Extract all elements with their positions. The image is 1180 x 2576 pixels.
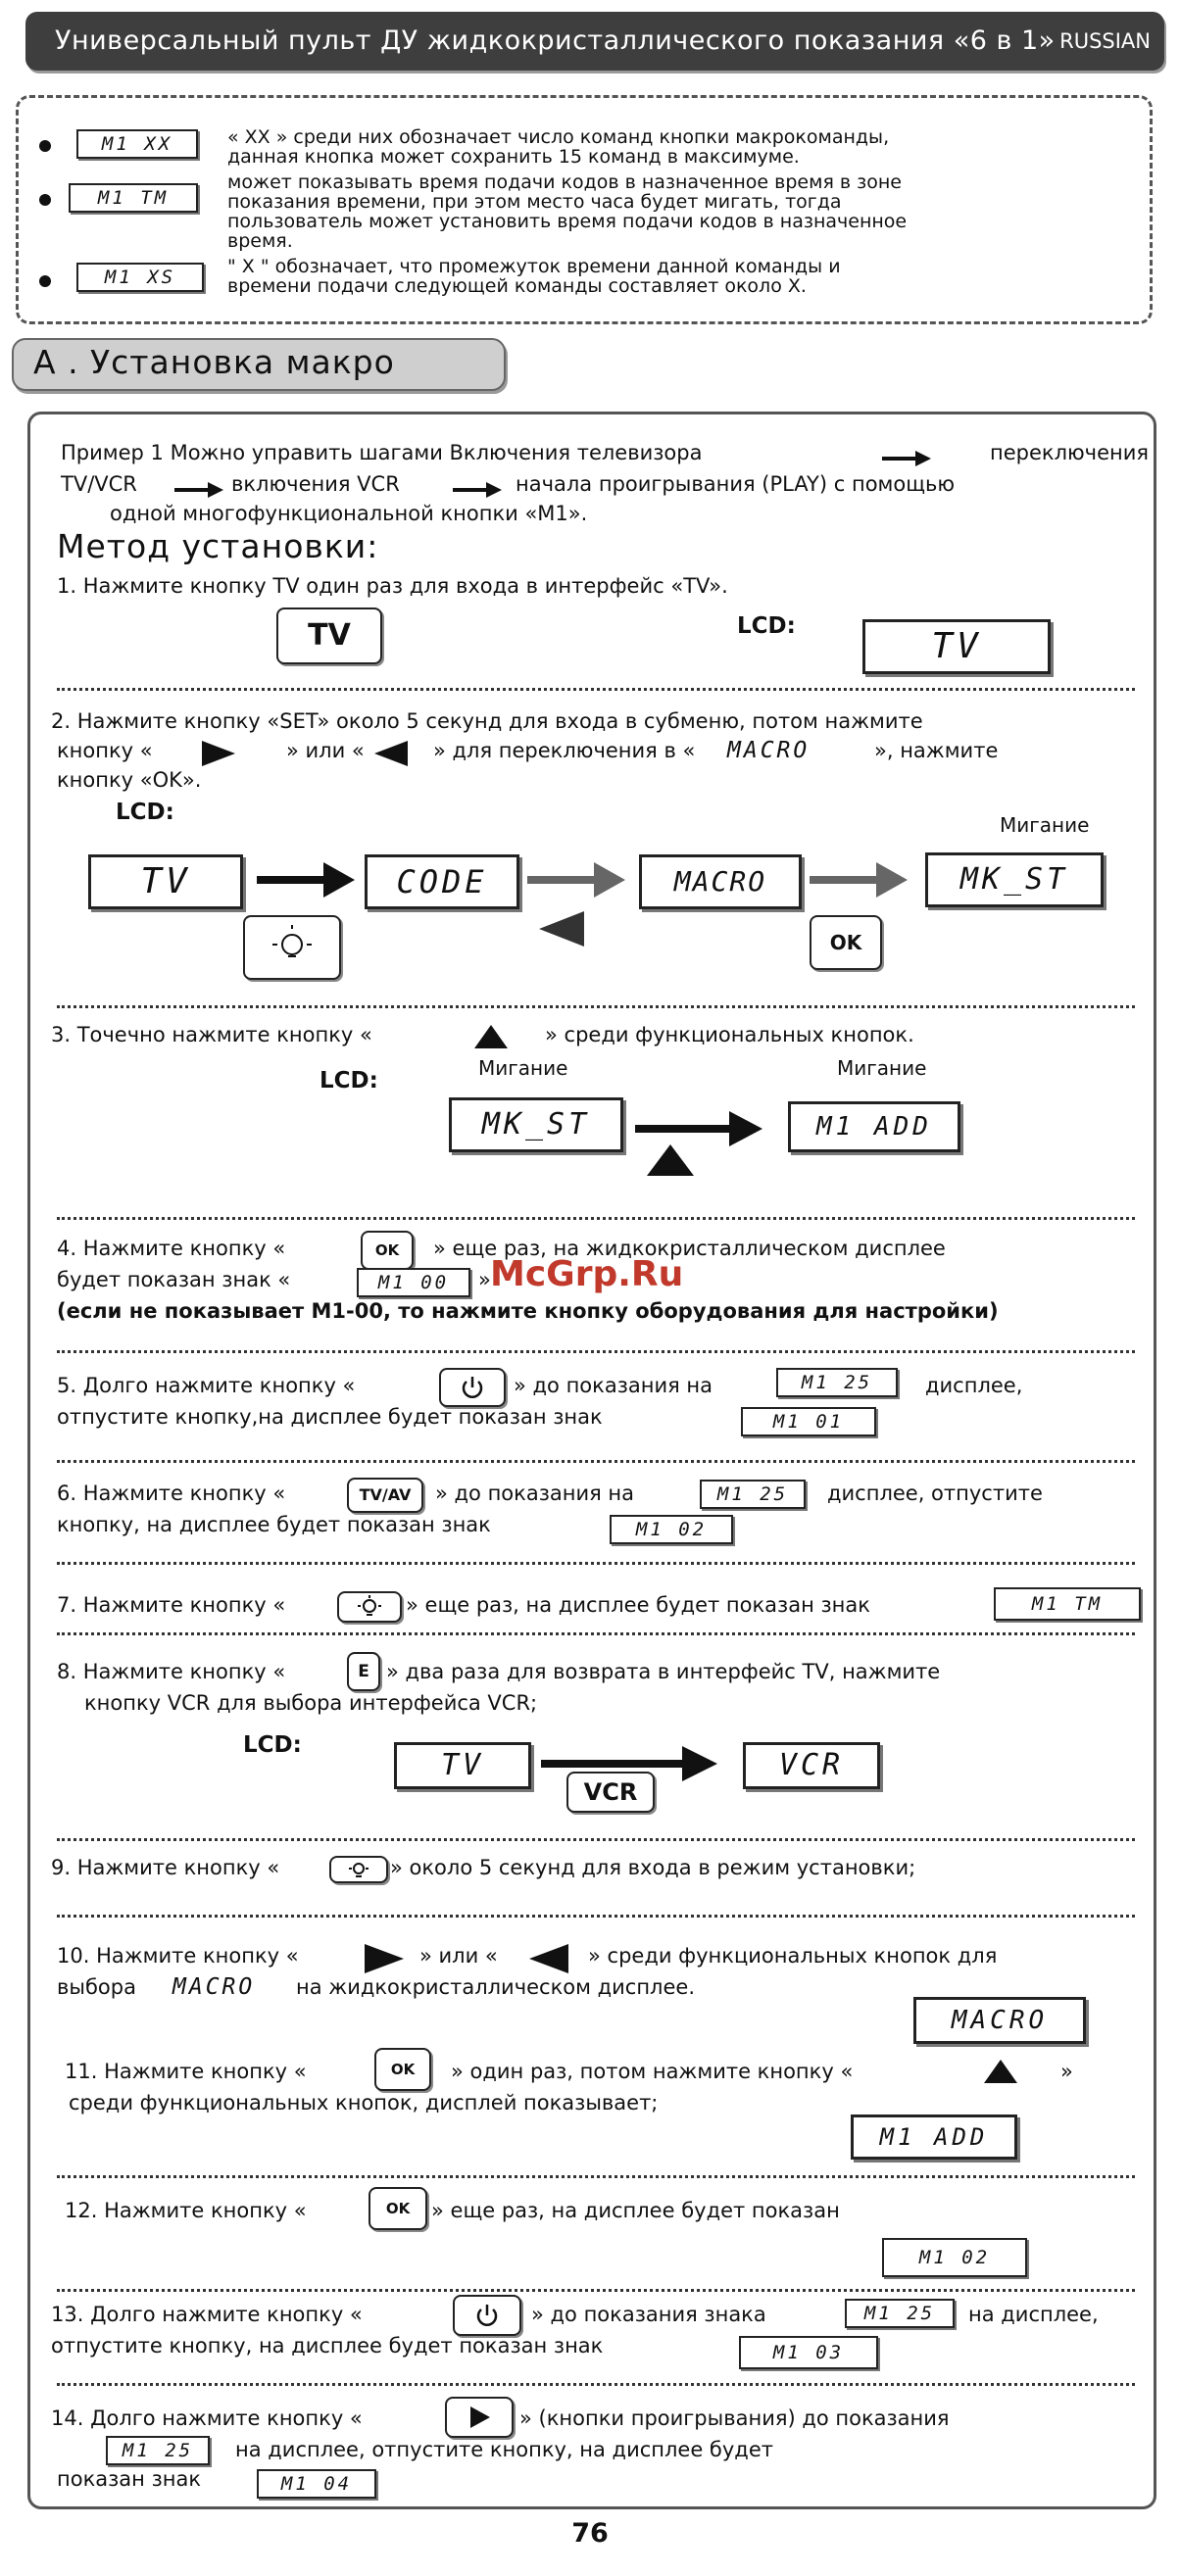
blink-label: Мигание (478, 1056, 568, 1080)
watermark: McGrp.Ru (490, 1254, 684, 1294)
bullet (39, 140, 51, 152)
blink-label: Мигание (837, 1056, 927, 1080)
macro-word: MACRO (727, 738, 811, 763)
bullet (39, 275, 51, 287)
divider (57, 1005, 1135, 1008)
step7-text: 7. Нажмите кнопку « (57, 1593, 286, 1617)
step4-text: будет показан знак « (57, 1268, 291, 1291)
lcd-code: CODE (365, 854, 519, 909)
light-key[interactable] (337, 1591, 402, 1623)
legend-lcd-m1tm: M1 TM (69, 183, 198, 213)
power-icon (455, 2297, 519, 2334)
step11-line2: среди функциональных кнопок, дисплей показывает; (69, 2091, 659, 2114)
method-title: Метод установки: (57, 527, 379, 565)
ok-key[interactable]: OK (361, 1231, 414, 1270)
step2-text: кнопку « (57, 739, 153, 762)
step6-text: дисплее, отпустите (827, 1482, 1043, 1505)
step11-text: 11. Нажмите кнопку « (65, 2060, 307, 2083)
step5-text: дисплее, (925, 1374, 1023, 1397)
page-header (25, 12, 1164, 71)
step9-text: » около 5 секунд для входа в режим установки; (390, 1856, 916, 1879)
lcd-macro: MACRO (913, 1997, 1086, 2044)
step12-text: 12. Нажмите кнопку « (65, 2199, 307, 2222)
lcd-m125: M1 25 (106, 2436, 210, 2465)
divider (57, 1460, 1135, 1463)
lcd-m1add: M1 ADD (851, 2114, 1017, 2160)
lcd-m103: M1 03 (739, 2336, 878, 2369)
lcd-m125: M1 25 (776, 1368, 898, 1397)
step14-line3: показан знак (57, 2467, 202, 2491)
step6-line2: кнопку, на дисплее будет показан знак (57, 1513, 491, 1536)
e-key[interactable]: E (347, 1652, 380, 1691)
divider (57, 688, 1135, 691)
divider (57, 2289, 1135, 2292)
tv-key[interactable]: TV (276, 608, 382, 664)
step4-text: 4. Нажмите кнопку « (57, 1237, 286, 1260)
step12-text: » еще раз, на дисплее будет показан (431, 2199, 840, 2222)
lcd-m125: M1 25 (845, 2299, 955, 2328)
step4-text: » (478, 1268, 491, 1291)
lcd-label: LCD: (320, 1068, 378, 1094)
lcd-tv: TV (88, 854, 243, 909)
ok-key[interactable]: OK (810, 915, 882, 970)
page-number: 76 (571, 2518, 609, 2549)
step2-text: » для переключения в « (433, 739, 696, 762)
tvav-key[interactable]: TV/AV (347, 1478, 423, 1513)
step11-text: » (1060, 2060, 1073, 2083)
legend-text: " X " обозначает, что промежуток времени данной команды и (227, 256, 841, 277)
set-key[interactable] (243, 915, 341, 980)
step14-line2: на дисплее, отпустите кнопку, на дисплее будет (235, 2438, 773, 2461)
step4-text: » еще раз, на жидкокристаллическом дисплее (433, 1237, 946, 1260)
bulb-icon (339, 1593, 400, 1621)
lcd-mkst: MK_ST (925, 852, 1104, 907)
step8-text: » два раза для возврата в интерфейс TV, нажмите (386, 1660, 941, 1683)
step10-text: » или « (419, 1944, 498, 1968)
step9-text: 9. Нажмите кнопку « (51, 1856, 280, 1879)
lcd-macro: MACRO (639, 854, 802, 909)
step5-text: » до показания на (514, 1374, 713, 1397)
step10-text: 10. Нажмите кнопку « (57, 1944, 299, 1968)
step1-text: 1. Нажмите кнопку TV один раз для входа в интерфейс «TV». (57, 574, 728, 598)
bulb-icon (331, 1858, 386, 1881)
intro-line2b: включения VCR (231, 472, 400, 496)
vcr-key[interactable]: VCR (566, 1772, 655, 1813)
intro-line1: Пример 1 Можно управить шагами Включения телевизора (61, 441, 703, 464)
bullet (39, 194, 51, 206)
lcd-m102: M1 02 (882, 2238, 1027, 2277)
step14-text: » (кнопки проигрывания) до показания (519, 2406, 950, 2430)
header-language: RUSSIAN (1059, 29, 1151, 53)
legend-text: может показывать время подачи кодов в назначенное время в зоне (227, 171, 902, 193)
bulb-icon (245, 917, 339, 978)
lcd-m104: M1 04 (257, 2469, 376, 2499)
legend-text: время. (227, 230, 293, 252)
step10-text: выбора (57, 1975, 136, 1999)
intro-line1b: переключения (990, 441, 1150, 464)
lcd-tv: TV (862, 619, 1051, 674)
divider (57, 1838, 1135, 1841)
legend-text: « XX » среди них обозначает число команд кнопки макрокоманды, (227, 126, 890, 148)
step8-line2: кнопку VCR для выбора интерфейса VCR; (84, 1691, 538, 1715)
intro-line2a: TV/VCR (61, 472, 137, 496)
header-title: Универсальный пульт ДУ жидкокристаллического показания «6 в 1» (55, 25, 1056, 56)
blink-label: Мигание (1000, 813, 1090, 837)
intro-line3: одной многофункциональной кнопки «M1». (110, 502, 588, 525)
legend-text: данная кнопка может сохранить 15 команд в максимуме. (227, 146, 800, 168)
lcd-tv: TV (394, 1742, 531, 1789)
divider (57, 2383, 1135, 2386)
lcd-m1add: M1 ADD (788, 1101, 960, 1152)
lcd-label: LCD: (116, 800, 174, 825)
legend-text: времени подачи следующей команды составляет около X. (227, 275, 807, 297)
lcd-m101: M1 01 (741, 1407, 876, 1436)
macro-word: MACRO (172, 1974, 256, 2000)
step4-note: (если не показывает M1-00, то нажмите кнопку оборудования для настройки) (57, 1299, 999, 1323)
step14-text: 14. Долго нажмите кнопку « (51, 2406, 363, 2430)
step6-text: » до показания на (435, 1482, 635, 1505)
step8-text: 8. Нажмите кнопку « (57, 1660, 286, 1683)
step10-text: » среди функциональных кнопок для (588, 1944, 998, 1968)
legend-text: показания времени, при этом место часа будет мигать, тогда (227, 191, 842, 213)
step2-text: » или « (286, 739, 365, 762)
step13-text: » до показания знака (531, 2303, 766, 2326)
lcd-m125: M1 25 (700, 1480, 806, 1509)
lcd-label: LCD: (243, 1732, 302, 1758)
divider (57, 1915, 1135, 1918)
divider (57, 1632, 1135, 1635)
ok-key[interactable]: OK (374, 2048, 431, 2091)
light-key[interactable] (329, 1856, 388, 1883)
step3-text: 3. Точечно нажмите кнопку « (51, 1023, 372, 1046)
divider (57, 2175, 1135, 2178)
step11-text: » один раз, потом нажмите кнопку « (451, 2060, 854, 2083)
lcd-m1tm: M1 TM (994, 1587, 1141, 1621)
step10-text: на жидкокристаллическом дисплее. (296, 1975, 695, 1999)
legend-text: пользователь может установить время подачи кодов в назначенное (227, 211, 908, 232)
step3-text: » среди функциональных кнопок. (545, 1023, 914, 1046)
legend-lcd-m1xs: M1 XS (76, 263, 204, 292)
step2-line3: кнопку «OK». (57, 768, 202, 792)
legend-lcd-m1xx: M1 XX (76, 129, 198, 159)
power-icon (441, 1370, 504, 1405)
section-title-text: A . Установка макро (33, 343, 395, 381)
play-key[interactable] (445, 2397, 514, 2438)
lcd-mkst: MK_ST (449, 1097, 623, 1152)
lcd-label: LCD: (737, 613, 796, 639)
intro-line2c: начала проигрывания (PLAY) с помощью (516, 472, 956, 496)
step5-line2: отпустите кнопку,на дисплее будет показан знак (57, 1405, 603, 1429)
divider (57, 1562, 1135, 1565)
section-title (12, 338, 506, 391)
step5-text: 5. Долго нажмите кнопку « (57, 1374, 356, 1397)
ok-key[interactable]: OK (369, 2187, 427, 2230)
step7-text: » еще раз, на дисплее будет показан знак (406, 1593, 870, 1617)
step13-text: 13. Долго нажмите кнопку « (51, 2303, 363, 2326)
play-icon (447, 2399, 512, 2436)
step6-text: 6. Нажмите кнопку « (57, 1482, 286, 1505)
step13-text: на дисплее, (968, 2303, 1099, 2326)
step2-text: », нажмите (874, 739, 999, 762)
lcd-m100: M1 00 (357, 1268, 470, 1297)
step13-line2: отпустите кнопку, на дисплее будет показан знак (51, 2334, 604, 2357)
lcd-m102: M1 02 (610, 1515, 733, 1544)
lcd-vcr: VCR (743, 1742, 880, 1789)
divider (57, 1350, 1135, 1353)
step2-line1: 2. Нажмите кнопку «SET» около 5 секунд для входа в субменю, потом нажмите (51, 709, 923, 733)
divider (57, 1217, 1135, 1220)
